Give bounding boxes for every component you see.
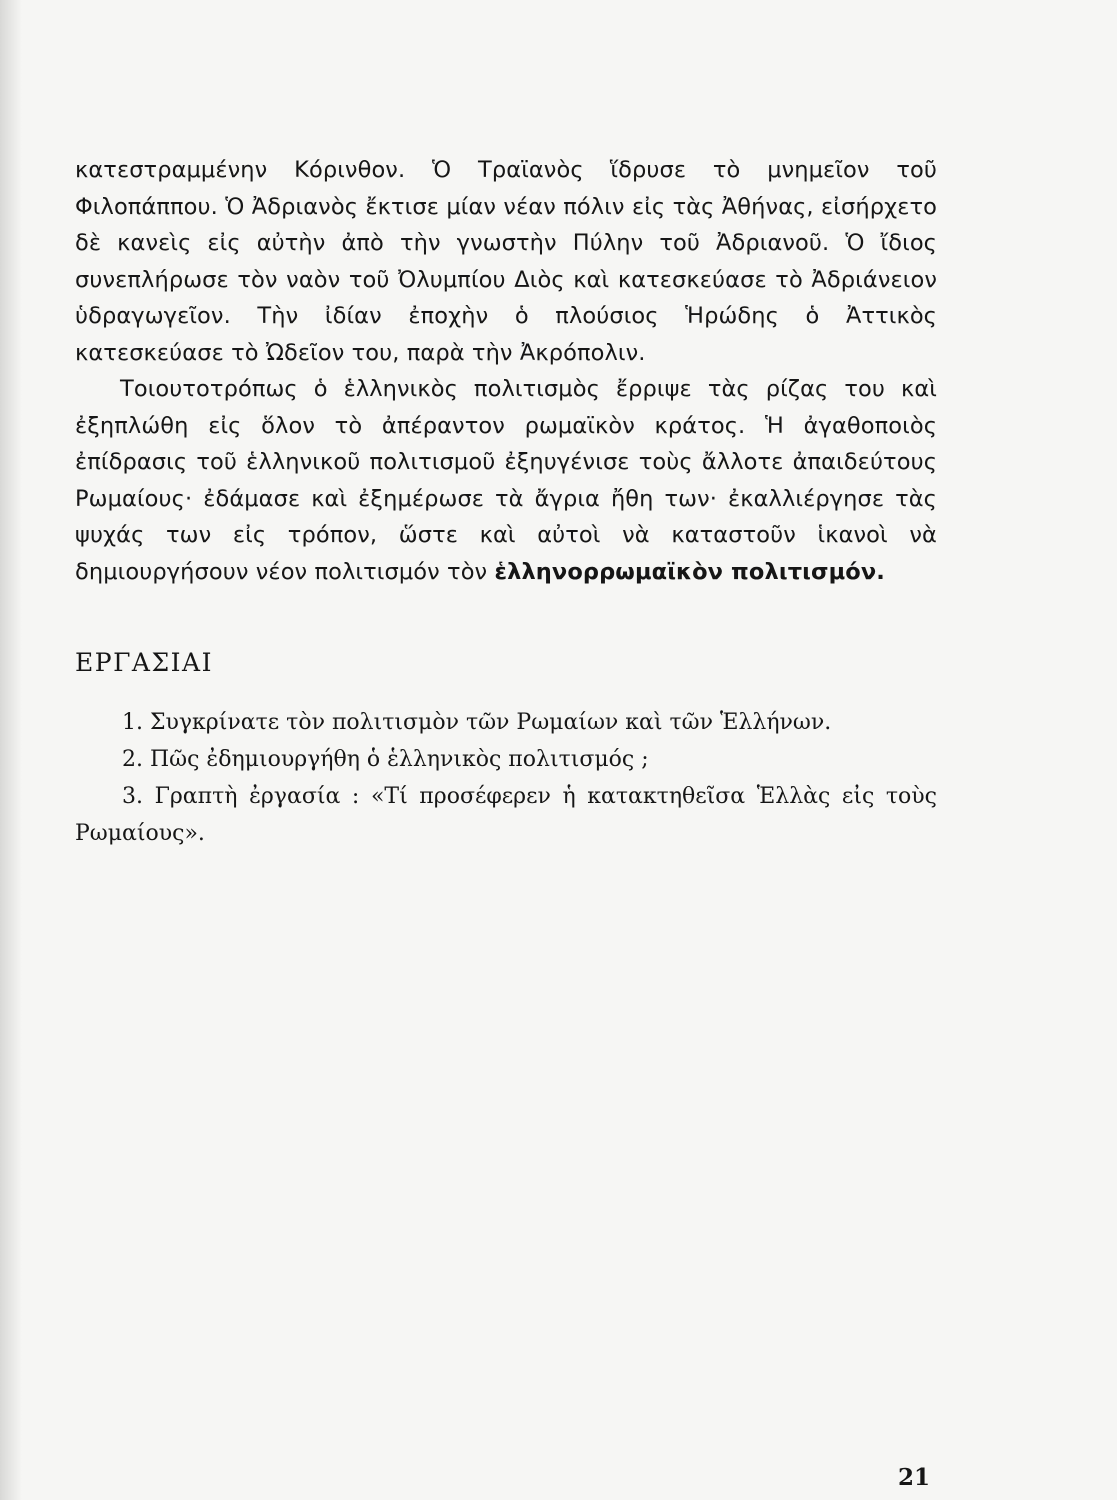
main-text [75, 152, 937, 590]
page-edge-shadow [0, 0, 22, 1500]
paragraph-2 [75, 371, 937, 590]
exercises-title: ΕΡΓΑΣΙΑΙ [75, 648, 213, 677]
exercises-list [75, 704, 937, 852]
paragraph-2-text: Τοιουτοτρόπως ὁ ἑλληνικὸς πολιτισμὸς ἔρριψε τὰς ρίζας του καὶ ἐξηπλώθη εἰς ὅλον τὸ ἀπέραντον ρωμαϊκὸν κράτος. Ἡ ἀγαθοποιὸς ἐπίδρασις τοῦ ἑλληνικοῦ πολιτισμοῦ ἐξηυγένισε τοὺς ἄλλοτε ἀπαιδεύτους Ρωμαίους· ἐδάμασε καὶ ἐξημέρωσε τὰ ἄγρια ἤθη των· ἐκαλλιέργησε τὰς ψυχάς των εἰς τρόπον, ὥστε καὶ αὐτοὶ νὰ καταστοῦν ἱκανοὶ νὰ δημιουργήσουν νέον πολιτισμόν τὸν [75, 376, 937, 585]
page-number: 21 [897, 1464, 930, 1491]
exercise-item-2: 2. Πῶς ἐδημιουργήθη ὁ ἑλληνικὸς πολιτισμός ; [122, 747, 649, 772]
paragraph-1: κατεστραμμένην Κόρινθον. Ὁ Τραϊανὸς ἵδρυσε τὸ μνημεῖον τοῦ Φιλοπάππου. Ὁ Ἀδριανὸς ἔκτισε μίαν νέαν πόλιν εἰς τὰς Ἀθήνας, εἰσήρχετο δὲ κανεὶς εἰς αὐτὴν ἀπὸ τὴν γνωστὴν Πύλην τοῦ Ἀδριανοῦ. Ὁ ἴδιος συνεπλήρωσε τὸν ναὸν τοῦ Ὀλυμπίου Διὸς καὶ κατεσκεύασε τὸ Ἀδριάνειον ὑδραγωγεῖον. Τὴν ἰδίαν ἐποχὴν ὁ πλούσιος Ἡρώδης ὁ Ἀττικὸς κατεσκεύασε τὸ Ὠδεῖον του, παρὰ τὴν Ἀκρόπολιν. [75, 157, 937, 366]
paragraph-2-end: . [876, 558, 885, 585]
exercise-item-1: 1. Συγκρίνατε τὸν πολιτισμὸν τῶν Ρωμαίων καὶ τῶν Ἑλλήνων. [122, 710, 832, 735]
exercise-item-3: 3. Γραπτὴ ἐργασία : «Τί προσέφερεν ἡ κατακτηθεῖσα Ἑλλὰς εἰς τοὺς Ρωμαίους». [75, 784, 937, 846]
paragraph-2-bold-term: ἑλληνορρωμαϊκὸν πολιτισμόν [494, 558, 877, 585]
